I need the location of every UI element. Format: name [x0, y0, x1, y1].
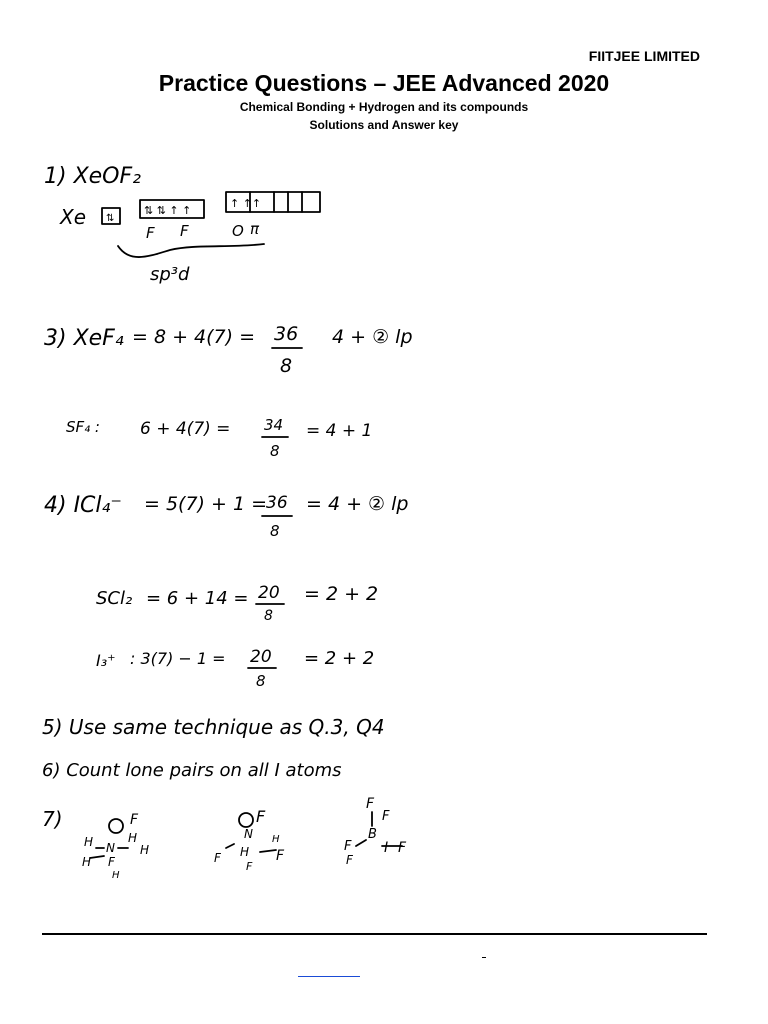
svg-text:H: H: [112, 870, 120, 881]
q3-denominator: 8: [280, 355, 293, 377]
q1-hybridisation: sp³d: [150, 264, 190, 285]
q1-f1: F: [146, 224, 155, 242]
svg-text:B: B: [368, 827, 377, 842]
scl2-expr: = 6 + 14 =: [146, 588, 249, 609]
svg-text:H: H: [128, 831, 138, 845]
q7-structure-1: [82, 812, 149, 881]
sf4-denominator: 8: [270, 442, 280, 460]
scl2-numerator: 20: [258, 583, 280, 603]
footer-mark: [482, 957, 486, 958]
svg-text:H: H: [140, 843, 150, 857]
q1-box-d-arrows: ↑ ↑↑: [230, 197, 262, 210]
svg-text:H: H: [240, 845, 250, 859]
sf4-expr: 6 + 4(7) =: [140, 419, 231, 439]
scl2-denominator: 8: [264, 608, 273, 624]
q7-structure-2: [214, 807, 285, 873]
svg-text:F: F: [130, 812, 139, 828]
q4-result: = 4 + ② lp: [306, 493, 409, 515]
scl2-result: = 2 + 2: [304, 583, 379, 605]
q1-atom: Xe: [60, 205, 87, 229]
sf4-numerator: 34: [264, 416, 284, 434]
svg-text:F: F: [344, 839, 352, 854]
q3-label: 3) XeF₄: [44, 326, 124, 351]
svg-text:F: F: [108, 855, 115, 869]
svg-text:H: H: [82, 855, 92, 869]
svg-text:H: H: [272, 834, 280, 845]
svg-text:N: N: [244, 827, 253, 841]
sf4-label: SF₄ :: [66, 418, 100, 436]
q1-label: 1) XeOF₂: [44, 164, 141, 189]
q6-text: 6) Count lone pairs on all I atoms: [42, 760, 342, 781]
svg-text:F: F: [256, 807, 266, 826]
sf4-result: = 4 + 1: [306, 421, 373, 441]
svg-text:H: H: [84, 835, 94, 849]
q7-label: 7): [42, 807, 63, 831]
document-subtitle: Chemical Bonding + Hydrogen and its compounds: [239, 100, 529, 114]
i3-expr: : 3(7) − 1 =: [130, 649, 226, 668]
i3-result: = 2 + 2: [304, 648, 375, 669]
svg-text:F: F: [366, 796, 375, 812]
i3-label: I₃⁺: [96, 651, 116, 670]
q7-structure-3: [344, 796, 407, 867]
svg-text:F: F: [398, 840, 407, 856]
svg-text:F: F: [246, 860, 253, 873]
i3-denominator: 8: [256, 672, 266, 690]
organization-name: FIITJEE LIMITED: [588, 48, 700, 64]
q1-o: O: [232, 222, 244, 240]
q3-numerator: 36: [274, 323, 299, 345]
q4-denominator: 8: [270, 522, 280, 540]
svg-text:F: F: [346, 853, 353, 867]
footer-link-underline[interactable]: [298, 976, 360, 977]
q1-f2: F: [180, 222, 189, 240]
q4-label: 4) ICl₄⁻: [44, 493, 122, 518]
q3-expr: = 8 + 4(7) =: [132, 326, 256, 348]
q1-box-p-arrows: ⇅ ⇅ ↑ ↑: [144, 204, 192, 217]
document-title: Practice Questions – JEE Advanced 2020: [158, 70, 610, 96]
i3-numerator: 20: [250, 647, 272, 667]
q1-box-s-arrows: ⇅: [106, 213, 115, 224]
svg-text:F: F: [214, 851, 221, 865]
scl2-label: SCl₂: [96, 588, 133, 609]
q4-expr: = 5(7) + 1 =: [144, 493, 268, 515]
svg-text:N: N: [106, 841, 115, 855]
q5-text: 5) Use same technique as Q.3, Q4: [42, 715, 385, 739]
svg-text:F: F: [276, 848, 285, 864]
q3-result: 4 + ② lp: [332, 326, 413, 348]
svg-text:F: F: [382, 809, 390, 824]
footer-rule: [42, 933, 707, 935]
q1-pi: π: [250, 220, 260, 238]
document-subtitle-2: Solutions and Answer key: [309, 118, 459, 132]
q4-numerator: 36: [266, 493, 288, 513]
q1-brace: [118, 244, 264, 257]
svg-text:I: I: [384, 840, 389, 856]
